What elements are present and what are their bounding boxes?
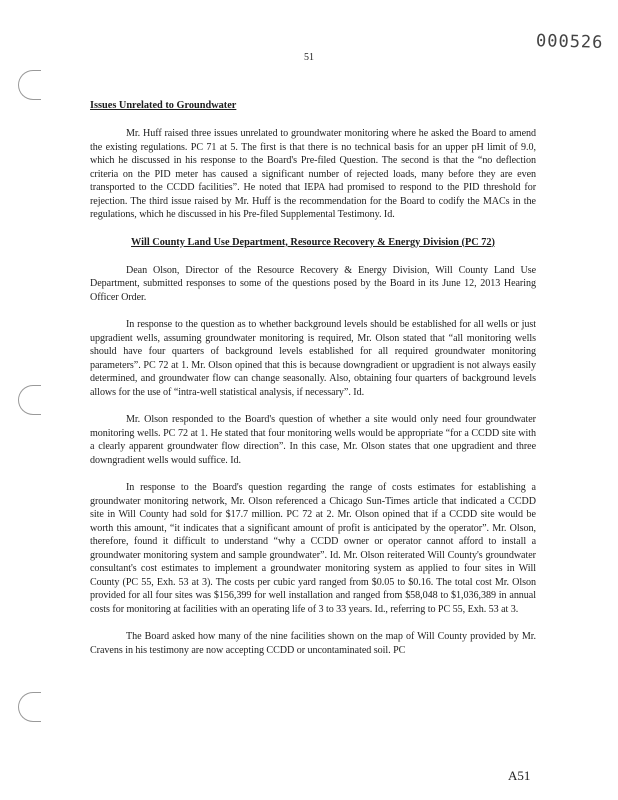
document-body xyxy=(90,99,536,671)
punch-hole-bottom xyxy=(18,692,41,722)
section-heading-will-county: Will County Land Use Department, Resource Recovery & Energy Division (PC 72) xyxy=(131,236,495,248)
punch-hole-middle xyxy=(18,385,41,415)
bates-stamp: 000526 xyxy=(535,31,604,53)
punch-hole-top xyxy=(18,70,41,100)
paragraph-cost-estimates: In response to the Board's question regarding the range of costs estimates for establishing a groundwater monitoring network, Mr. Olson referenced a Chicago Sun-Times article that indicated a CCDD site in Will County had sold for $17.7 million. PC 72 at 2. Mr. Olson opined that if a CCDD site would be worth this amount, “it indicates that a significant amount of profit is anticipated by the operator”. Mr. Olson, therefore, found it difficult to understand “why a CCDD owner or operator cannot afford to install a groundwater monitoring system and sample groundwater”. Id. Mr. Olson reiterated Will County's groundwater consultant's cost estimates to implement a groundwater monitoring system as applied to four sites in Will County (PC 55, Exh. 53 at 3). The costs per cubic yard ranged from $0.05 to $0.16. The total cost Mr. Olson provided for all four sites was $156,399 for well installation and ranged from $58,048 to $1,036,389 in annual costs for monitoring at facilities with an operating life of 3 to 33 years. Id., referring to PC 55, Exh. 53 at 3. xyxy=(90,482,536,615)
section-heading-groundwater: Issues Unrelated to Groundwater xyxy=(90,100,237,111)
paragraph-olson-intro: Dean Olson, Director of the Resource Recovery & Energy Division, Will County Land Use Department, submitted responses to some of the questions posed by the Board in its June 12, 2013 Hearing Officer Order. xyxy=(90,264,536,303)
paragraph-background-levels: In response to the question as to whether background levels should be established for all wells or just upgradient wells, assuming groundwater monitoring is required, Mr. Olson stated that “all monitoring wells should have four quarters of background levels established for all required groundwater monitoring parameters”. PC 72 at 1. Mr. Olson opined that this is because downgradient or upgradient is not always easily determined, and groundwater flow can change seasonally. Also, obtaining four quarters of background levels allows for the use of “intra-well statistical analysis, if necessary”. Id. xyxy=(90,319,536,398)
paragraph-monitoring-wells: Mr. Olson responded to the Board's question of whether a site would only need four groundwater monitoring wells. PC 72 at 1. He stated that four monitoring wells would be appropriate “for a CCDD site with a clearly apparent groundwater flow direction”. In this case, Mr. Olson states that one upgradient and three downgradient wells would suffice. Id. xyxy=(90,414,536,466)
footer-label: A51 xyxy=(508,768,531,783)
page-number: 51 xyxy=(304,52,314,63)
paragraph-facilities-question: The Board asked how many of the nine facilities shown on the map of Will County provided by Mr. Cravens in his testimony are now accepting CCDD or uncontaminated soil. PC xyxy=(90,631,536,656)
paragraph-huff: Mr. Huff raised three issues unrelated to groundwater monitoring where he asked the Board to amend the existing regulations. PC 71 at 5. The first is that there is no technical basis for an upper pH limit of 9.0, which he discussed in his response to the Board's Pre-filed Question. The second is that the “no deflection criteria on the PID meter has caused a significant number of rejected loads, many before they are even transported to the CCDD facilities”. He noted that IEPA had promised to respond to the PID threshold for rejection. The third issue raised by Mr. Huff is the recommendation for the Board to codify the MACs in the regulations, which he discussed in his Pre-filed Supplemental Testimony. Id. xyxy=(90,128,536,220)
